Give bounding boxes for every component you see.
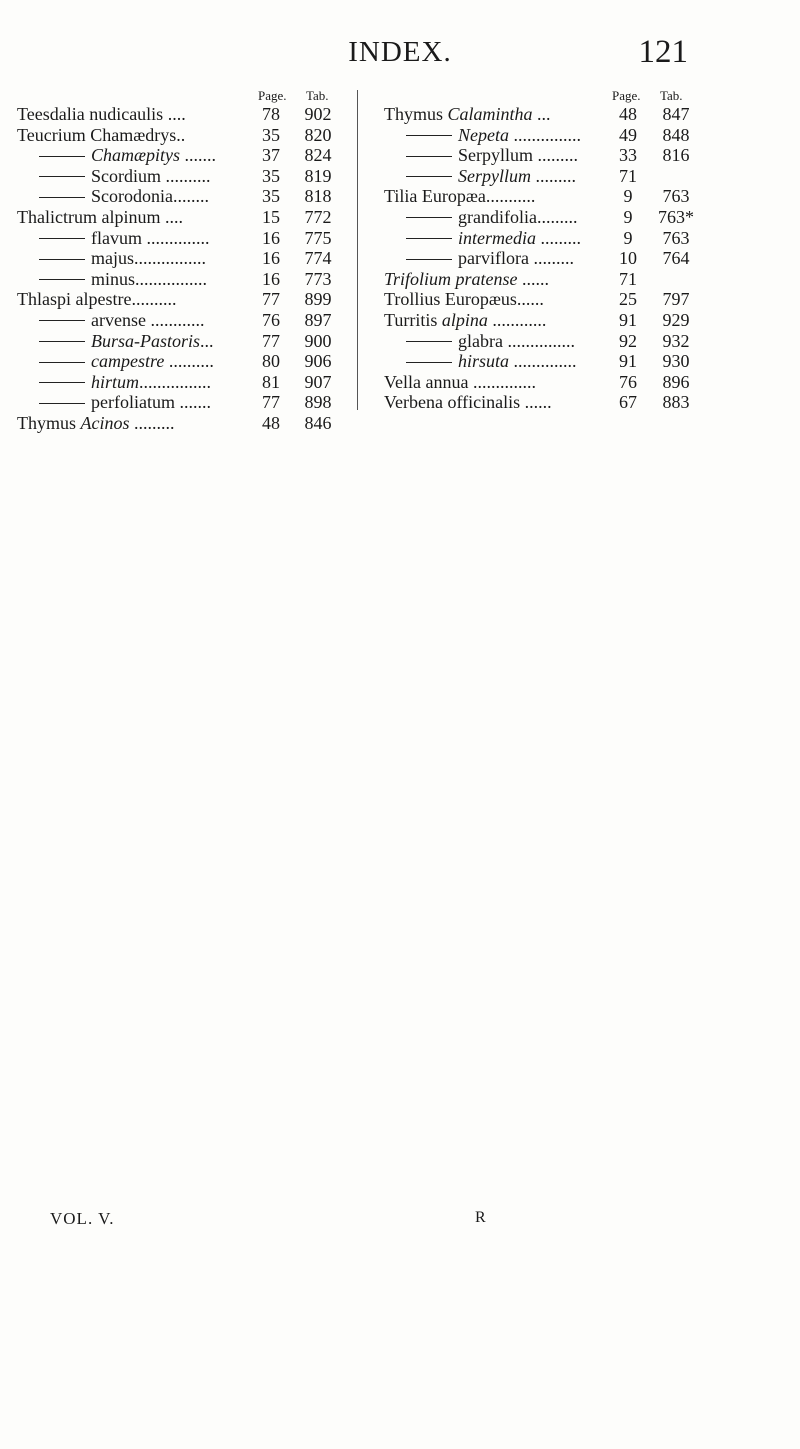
leader-dots: ........ xyxy=(172,186,209,207)
entry-tab: 816 xyxy=(662,145,690,166)
ditto-dash xyxy=(406,217,452,218)
entry-page: 77 xyxy=(262,392,280,413)
entry-name xyxy=(17,372,211,393)
entry-page: 15 xyxy=(262,206,280,227)
entry-name-text: Teucrium Chamædrys xyxy=(17,124,177,145)
leader-dots: ............... xyxy=(502,330,575,351)
index-entry xyxy=(384,228,764,249)
entry-page: 76 xyxy=(619,371,637,392)
index-entries xyxy=(17,104,357,434)
index-column-right xyxy=(384,88,764,413)
entry-name-italic: Chamæpitys xyxy=(91,145,181,166)
entry-name xyxy=(384,392,552,413)
index-entry xyxy=(17,145,357,166)
entry-page: 25 xyxy=(619,289,637,310)
entry-name-text: Vella annua xyxy=(384,371,469,392)
leader-dots: .......... xyxy=(164,351,214,372)
ditto-dash xyxy=(39,197,85,198)
entry-name-italic: Trifolium pratense xyxy=(384,268,518,289)
page-header xyxy=(0,34,800,74)
leader-dots: ............... xyxy=(509,124,581,145)
entry-page: 35 xyxy=(262,165,280,186)
ditto-dash xyxy=(406,156,452,157)
index-entry xyxy=(17,248,357,269)
entry-name-text: Turritis xyxy=(384,309,442,330)
page-heading: Page. xyxy=(258,88,287,103)
entry-tab: 846 xyxy=(304,412,332,433)
page-heading: Page. xyxy=(612,88,641,103)
entry-name-italic: Serpyllum xyxy=(458,165,531,186)
entry-name xyxy=(17,351,214,372)
entry-tab: 902 xyxy=(304,104,332,124)
entry-page: 81 xyxy=(262,371,280,392)
entry-page: 78 xyxy=(262,104,280,124)
entry-tab: 899 xyxy=(304,289,332,310)
entry-tab: 824 xyxy=(304,145,332,166)
entry-page: 16 xyxy=(262,248,280,269)
entry-tab: 930 xyxy=(662,351,690,372)
leader-dots: ...... xyxy=(517,268,550,289)
entry-name-text: Thalictrum alpinum xyxy=(17,206,161,227)
entry-page: 9 xyxy=(623,227,633,248)
entry-name xyxy=(384,228,581,249)
entry-name xyxy=(384,331,575,352)
ditto-dash xyxy=(39,403,85,404)
ditto-dash xyxy=(39,362,85,363)
entry-name-text: Thymus xyxy=(384,104,448,124)
index-entry xyxy=(384,104,764,125)
entry-name xyxy=(17,413,175,434)
index-entry xyxy=(384,289,764,310)
column-divider xyxy=(357,90,358,410)
entry-page: 49 xyxy=(619,124,637,145)
index-entry xyxy=(384,392,764,413)
index-entry xyxy=(384,207,764,228)
entry-tab: 818 xyxy=(304,186,332,207)
entry-tab: 883 xyxy=(662,392,690,413)
entry-name-italic: Nepeta xyxy=(458,124,509,145)
entry-name xyxy=(384,269,549,290)
entry-name-text: perfoliatum xyxy=(91,392,175,413)
leader-dots: ......... xyxy=(536,227,581,248)
volume-label: VOL. V. xyxy=(50,1209,115,1228)
entry-name-text: arvense xyxy=(91,309,146,330)
entry-name xyxy=(384,145,578,166)
entry-name xyxy=(384,248,574,269)
ditto-dash xyxy=(406,238,452,239)
index-entry xyxy=(17,351,357,372)
entry-name-italic: campestre xyxy=(91,351,165,372)
entry-name-text: Scorodonia xyxy=(91,186,173,207)
entry-name-italic: Acinos xyxy=(80,412,130,433)
leader-dots: ............ xyxy=(145,309,205,330)
entry-name xyxy=(17,269,207,290)
index-entry xyxy=(384,145,764,166)
entry-page: 48 xyxy=(619,104,637,124)
ditto-dash xyxy=(39,382,85,383)
entry-tab: 900 xyxy=(304,330,332,351)
entry-name-italic: intermedia xyxy=(458,227,536,248)
entry-name xyxy=(17,125,185,146)
entry-page: 33 xyxy=(619,145,637,166)
index-entry xyxy=(17,104,357,125)
leader-dots: ... xyxy=(532,104,551,124)
index-entry xyxy=(17,228,357,249)
index-entry xyxy=(384,331,764,352)
leader-dots: ......... xyxy=(533,145,578,166)
entry-name-text: Teesdalia nudicaulis xyxy=(17,104,164,124)
ditto-dash xyxy=(39,238,85,239)
entry-page: 77 xyxy=(262,289,280,310)
entry-name xyxy=(384,351,577,372)
leader-dots: ....... xyxy=(180,145,217,166)
entry-tab: 775 xyxy=(304,227,332,248)
entry-page: 37 xyxy=(262,145,280,166)
leader-dots: ...... xyxy=(520,392,552,413)
index-entry xyxy=(17,331,357,352)
entry-tab: 906 xyxy=(304,351,332,372)
entry-tab: 898 xyxy=(304,392,332,413)
entry-name xyxy=(384,289,544,310)
index-entry xyxy=(17,413,357,434)
entry-name-text: Tilia Europæa xyxy=(384,186,486,207)
leader-dots: .............. xyxy=(142,227,210,248)
entry-name xyxy=(384,125,581,146)
tab-heading: Tab. xyxy=(660,88,683,103)
index-entry xyxy=(384,310,764,331)
entry-tab: 896 xyxy=(662,371,690,392)
entry-name-text: majus xyxy=(91,248,134,269)
ditto-dash xyxy=(406,362,452,363)
entry-name-italic: Bursa-Pastoris xyxy=(91,330,201,351)
leader-dots: ... xyxy=(200,330,214,351)
entry-name xyxy=(384,104,551,125)
entry-name-text: Serpyllum xyxy=(458,145,533,166)
ditto-dash xyxy=(39,176,85,177)
entry-tab: 847 xyxy=(662,104,690,124)
index-entry xyxy=(17,125,357,146)
column-headings xyxy=(17,88,357,104)
entry-tab: 774 xyxy=(304,248,332,269)
ditto-dash xyxy=(406,259,452,260)
entry-name xyxy=(17,248,206,269)
entry-name xyxy=(17,145,216,166)
leader-dots: ...... xyxy=(516,289,544,310)
entry-name xyxy=(17,186,209,207)
entry-page: 80 xyxy=(262,351,280,372)
entry-page: 67 xyxy=(619,392,637,413)
leader-dots: .............. xyxy=(468,371,536,392)
entry-name-text: Thlaspi alpestre xyxy=(17,289,132,310)
ditto-dash xyxy=(39,341,85,342)
index-entry xyxy=(17,207,357,228)
leader-dots: ......... xyxy=(528,248,574,269)
index-entry xyxy=(384,186,764,207)
entry-page: 10 xyxy=(619,248,637,269)
index-entry xyxy=(384,351,764,372)
index-entry xyxy=(384,269,764,290)
entry-name-italic: hirsuta xyxy=(458,351,510,372)
entry-name-text: Scordium xyxy=(91,165,161,186)
entry-page: 48 xyxy=(262,412,280,433)
entry-page: 9 xyxy=(623,186,633,207)
entry-page: 35 xyxy=(262,124,280,145)
index-entry xyxy=(17,166,357,187)
index-entry xyxy=(17,310,357,331)
ditto-dash xyxy=(406,135,452,136)
leader-dots: .......... xyxy=(161,165,211,186)
entry-name xyxy=(17,207,183,228)
index-column-left xyxy=(17,88,357,434)
entry-tab: 897 xyxy=(304,309,332,330)
index-entry xyxy=(384,248,764,269)
ditto-dash xyxy=(39,320,85,321)
entry-page: 77 xyxy=(262,330,280,351)
entry-name-italic: Calamintha xyxy=(447,104,533,124)
ditto-dash xyxy=(39,259,85,260)
entry-name-text: Verbena officinalis xyxy=(384,392,521,413)
leader-dots: ................ xyxy=(135,268,208,289)
index-entry xyxy=(384,166,764,187)
entry-page: 35 xyxy=(262,186,280,207)
index-entry xyxy=(384,372,764,393)
entry-name-italic: alpina xyxy=(441,309,488,330)
index-entry xyxy=(17,289,357,310)
leader-dots: .. xyxy=(176,124,186,145)
signature-mark: R xyxy=(475,1209,486,1226)
entry-tab: 763 xyxy=(662,186,690,207)
entry-name xyxy=(384,310,546,331)
entry-name xyxy=(384,186,535,207)
index-entry xyxy=(17,392,357,413)
entry-name xyxy=(17,289,176,310)
entry-tab: 819 xyxy=(304,165,332,186)
ditto-dash xyxy=(406,176,452,177)
tab-heading: Tab. xyxy=(306,88,329,103)
index-entry xyxy=(384,125,764,146)
entry-page: 71 xyxy=(619,268,637,289)
entry-name xyxy=(384,166,576,187)
page-title: INDEX. xyxy=(348,36,452,68)
entry-tab: 797 xyxy=(662,289,690,310)
entry-page: 71 xyxy=(619,165,637,186)
entry-page: 16 xyxy=(262,227,280,248)
leader-dots: ......... xyxy=(129,412,175,433)
entry-name-text: Thymus xyxy=(17,412,81,433)
entry-tab: 763 xyxy=(662,227,690,248)
entry-name xyxy=(17,310,204,331)
entry-name xyxy=(17,104,186,125)
leader-dots: ............ xyxy=(487,309,547,330)
entry-tab: 763* xyxy=(658,206,694,227)
entry-page: 76 xyxy=(262,309,280,330)
leader-dots: ......... xyxy=(530,165,576,186)
leader-dots: .............. xyxy=(509,351,577,372)
page-number: 121 xyxy=(638,34,688,70)
entry-name-text: minus xyxy=(91,268,136,289)
index-entry xyxy=(17,269,357,290)
leader-dots: .... xyxy=(163,104,186,124)
leader-dots: .......... xyxy=(131,289,177,310)
entry-name xyxy=(17,392,211,413)
index-entry xyxy=(17,372,357,393)
entry-name-text: flavum xyxy=(91,227,142,248)
entry-name-text: parviflora xyxy=(458,248,529,269)
entry-tab: 929 xyxy=(662,309,690,330)
entry-name-text: Trollius Europæus xyxy=(384,289,517,310)
leader-dots: ....... xyxy=(174,392,211,413)
entry-name-text: glabra xyxy=(458,330,503,351)
entry-name xyxy=(384,207,577,228)
ditto-dash xyxy=(406,341,452,342)
leader-dots: ................ xyxy=(139,371,212,392)
entry-tab: 848 xyxy=(662,124,690,145)
entry-page: 92 xyxy=(619,330,637,351)
index-entries xyxy=(384,104,764,413)
entry-page: 91 xyxy=(619,309,637,330)
entry-tab: 907 xyxy=(304,371,332,392)
ditto-dash xyxy=(39,279,85,280)
entry-tab: 764 xyxy=(662,248,690,269)
entry-page: 9 xyxy=(623,206,633,227)
entry-name xyxy=(17,166,211,187)
leader-dots: ........... xyxy=(485,186,536,207)
entry-name xyxy=(384,372,536,393)
entry-name-text: grandifolia xyxy=(458,206,537,227)
entry-name xyxy=(17,228,210,249)
entry-name xyxy=(17,331,214,352)
ditto-dash xyxy=(39,156,85,157)
entry-tab: 773 xyxy=(304,268,332,289)
entry-tab: 772 xyxy=(304,206,332,227)
leader-dots: .... xyxy=(160,206,183,227)
entry-name-italic: hirtum xyxy=(91,371,140,392)
entry-tab: 932 xyxy=(662,330,690,351)
entry-page: 91 xyxy=(619,351,637,372)
entry-page: 16 xyxy=(262,268,280,289)
entry-tab: 820 xyxy=(304,124,332,145)
leader-dots: ................ xyxy=(134,248,206,269)
leader-dots: ......... xyxy=(536,206,578,227)
index-entry xyxy=(17,186,357,207)
column-headings xyxy=(384,88,764,104)
